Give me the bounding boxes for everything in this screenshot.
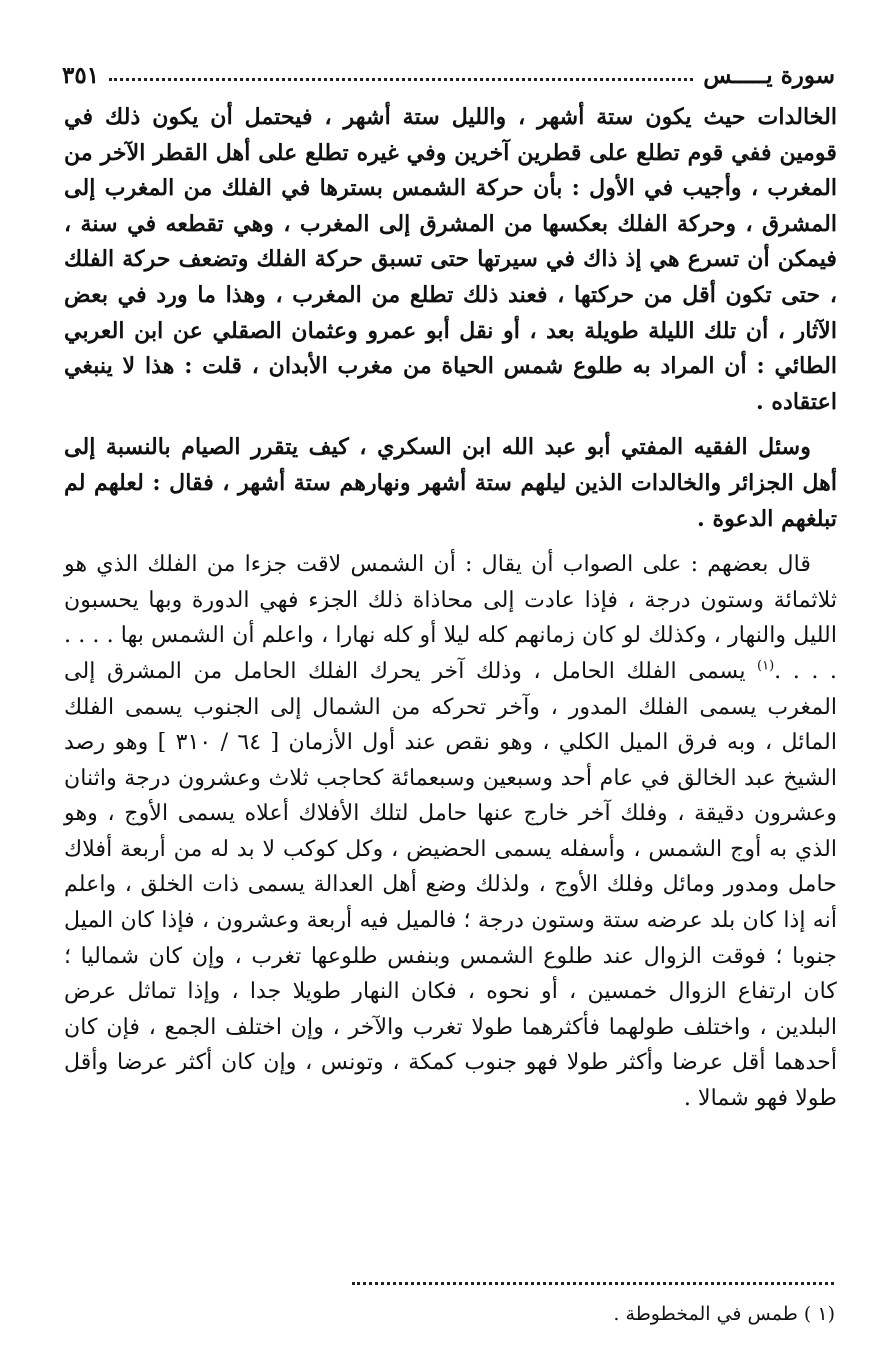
paragraph-3-part-1: قال بعضهم : على الصواب أن يقال : أن الشمس لاقت جزءا من الفلك الذي هو ثلاثمائة وستون درجة ، فإذا عادت إلى محاذاة ذلك الجزء فهي الدورة وبها يحسبون الليل والنهار ، وكذلك لو كان زمانهم كله ليلا أو كله نهارا ، واعلم أن الشمس بها . . . . . . . . <box>64 551 837 684</box>
paragraph-1: الخالدات حيث يكون ستة أشهر ، والليل ستة أشهر ، فيحتمل أن يكون ذلك في قومين ففي قوم تطلع على قطرين آخرين وفي غيره تطلع على أهل القطر الآخر من المغرب ، وأجيب في الأول : بأن حركة الشمس بسترها في الفلك من المغرب إلى المشرق ، وحركة الفلك بعكسها من المشرق إلى المغرب ، وهي تقطعه في سنة ، فيمكن أن تسرع هي إذ ذاك في سيرتها حتى تسبق حركة الفلك وتضعف حركة الفلك ، حتى تكون أقل من حركتها ، فعند ذلك تطلع من المغرب ، وهذا ما ورد في بعض الآثار ، أن تلك الليلة طويلة بعد ، أو نقل أبو عمرو وعثمان الصقلي عن ابن العربي الطائي : أن المراد به طلوع شمس الحياة من مغرب الأبدان ، قلت : هذا لا ينبغي اعتقاده . <box>64 104 837 415</box>
paragraph-3 <box>64 547 837 1117</box>
header-dotted-rule <box>109 78 693 81</box>
footnote-reference: (١) <box>757 658 775 674</box>
footnote-separator <box>352 1282 834 1285</box>
page-number: ٣٥١ <box>62 61 100 89</box>
footnote: (١ ) طمس في المخطوطة . <box>613 1303 835 1325</box>
main-text <box>64 100 837 1117</box>
paragraph-3-part-2: يسمى الفلك الحامل ، وذلك آخر يحرك الفلك الحامل من المشرق إلى المغرب يسمى الفلك المدور ، وآخر تحركه من الشمال إلى الجنوب يسمى الفلك المائل ، وبه فرق الميل الكلي ، وهو نقص عند أول الأزمان [ ٦٤ / ٣١٠ ] وهو رصد الشيخ عبد الخالق في عام أحد وسبعين وسبعمائة كحاجب ثلاث وعشرون درجة واثنان وعشرون دقيقة ، وفلك آخر خارج عنها حامل لتلك الأفلاك أعلاه يسمى الأوج ، وهو الذي به أوج الشمس ، وأسفله يسمى الحضيض ، وكل كوكب لا بد له من أربعة أفلاك حامل ومدور ومائل وفلك الأوج ، ولذلك وضع أهل العدالة يسمى ذات الخلق ، واعلم أنه إذا كان بلد عرضه ستة وستون درجة ؛ فالميل فيه أربعة وعشرون ، فإذا كان الميل جنوبا ؛ فوقت الزوال عند طلوع الشمس وبنفس طلوعها تغرب ، وإن كان شماليا ؛ كان ارتفاع الزوال خمسين ، أو نحوه ، فكان النهار طويلا جدا ، وإذا تماثل عرض البلدين ، واختلف طولهما فأكثرهما طولا تغرب والآخر ، وإن اختلف الجمع ، فإن كان أحدهما أقل عرضا وأكثر طولا فهو جنوب كمكة ، وتونس ، وإن كان أكثر عرضا وأقل طولا فهو شمالا . <box>64 657 837 1112</box>
surah-title: سورة يـــــس <box>703 61 835 89</box>
paragraph-2: وسئل الفقيه المفتي أبو عبد الله ابن السكري ، كيف يتقرر الصيام بالنسبة إلى أهل الجزائر والخالدات الذين ليلهم ستة أشهر ونهارهم ستة أشهر ، فقال : لعلهم لم تبلغهم الدعوة . <box>64 434 837 532</box>
running-header <box>62 58 835 92</box>
